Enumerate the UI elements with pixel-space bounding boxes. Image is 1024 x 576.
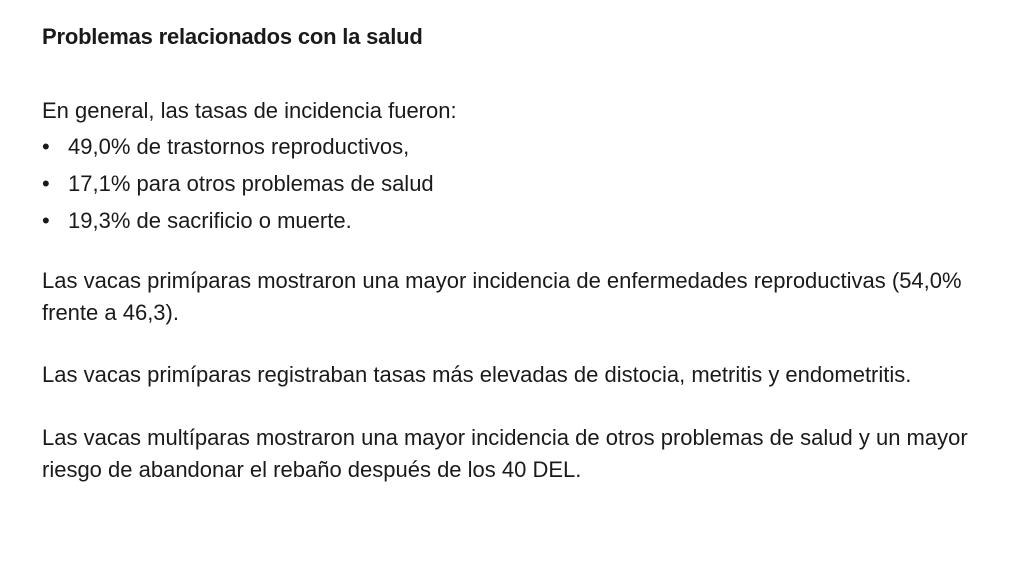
list-item	[42, 128, 992, 165]
intro-text: En general, las tasas de incidencia fueron:	[42, 98, 457, 123]
list-item	[42, 165, 992, 202]
incidence-list	[42, 128, 992, 239]
paragraph-primiparous-reproductive: Las vacas primíparas mostraron una mayor incidencia de enfermedades reproductivas (54,0% frente a 46,3).	[42, 268, 962, 325]
paragraph-multiparous: Las vacas multíparas mostraron una mayor incidencia de otros problemas de salud y un mayor riesgo de abandonar el rebaño después de los 40 DEL.	[42, 425, 968, 482]
list-item-text: 19,3% de sacrificio o muerte.	[68, 208, 352, 233]
bullet-icon: •	[42, 208, 50, 233]
section-heading: Problemas relacionados con la salud	[42, 24, 423, 49]
list-item	[42, 202, 992, 239]
document-body	[42, 22, 992, 486]
paragraph-primiparous-rates: Las vacas primíparas registraban tasas más elevadas de distocia, metritis y endometritis.	[42, 362, 912, 387]
list-item-text: 17,1% para otros problemas de salud	[68, 171, 434, 196]
bullet-icon: •	[42, 134, 50, 159]
bullet-icon: •	[42, 171, 50, 196]
list-item-text: 49,0% de trastornos reproductivos,	[68, 134, 410, 159]
